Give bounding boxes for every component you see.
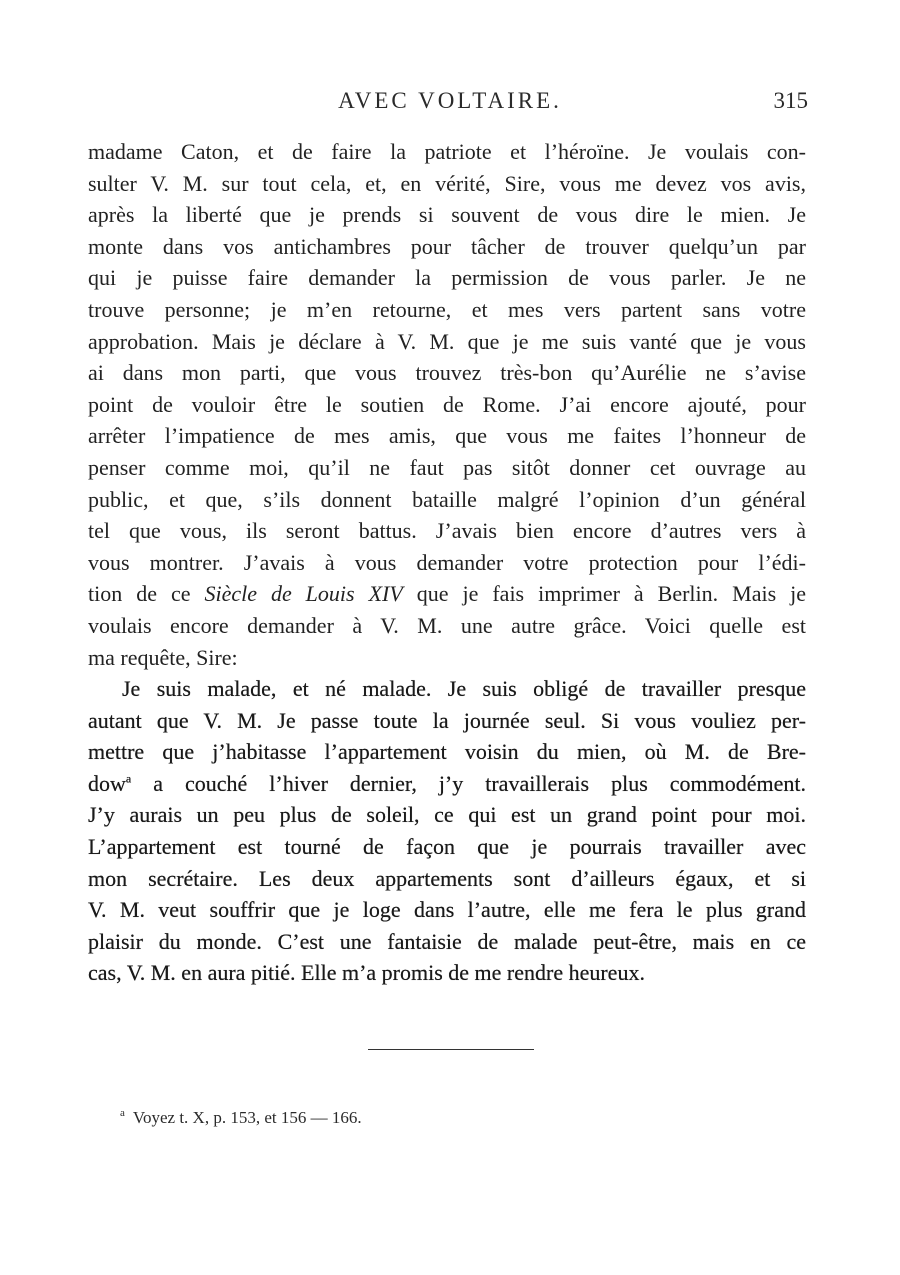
text-segment: a couché l’hiver dernier, j’y travaillerais plus commodément.	[131, 770, 806, 796]
text-line	[88, 578, 806, 610]
text-line: trouve personne; je m’en retourne, et mes vers partent sans votre	[88, 296, 806, 322]
page-number: 315	[773, 88, 808, 113]
text-line: voulais encore demander à V. M. une autre grâce. Voici quelle est	[88, 612, 806, 638]
text-line: sulter V. M. sur tout cela, et, en vérité, Sire, vous me devez vos avis,	[88, 170, 806, 196]
footnote-reference[interactable]: a	[125, 771, 132, 786]
text-line: après la liberté que je prends si souvent de vous dire le mien. Je	[88, 202, 806, 228]
text-line	[88, 768, 806, 800]
text-line: V. M. veut souffrir que je loge dans l’autre, elle me fera le plus grand	[88, 897, 806, 923]
text-line: qui je puisse faire demander la permission de vous parler. Je ne	[88, 265, 806, 291]
text-segment: que je fais imprimer à Berlin. Mais je	[402, 581, 806, 607]
text-line: approbation. Mais je déclare à V. M. que je me suis vanté que je vous	[88, 328, 806, 354]
text-line: arrêter l’impatience de mes amis, que vous me faites l’honneur de	[88, 423, 806, 449]
text-line: Je suis malade, et né malade. Je suis obligé de travailler presque	[122, 676, 806, 702]
running-title: AVEC VOLTAIRE.	[338, 88, 562, 113]
book-title: Siècle de Louis XIV	[204, 581, 403, 607]
text-line: monte dans vos antichambres pour tâcher de trouver quelqu’un par	[88, 233, 806, 259]
text-line: public, et que, s’ils donnent bataille malgré l’opinion d’un général	[88, 486, 806, 512]
text-line: point de vouloir être le soutien de Rome. J’ai encore ajouté, pour	[88, 391, 806, 417]
paragraph-1	[88, 136, 806, 673]
footnote-mark: a	[120, 1107, 125, 1120]
text-line: L’appartement est tourné de façon que je pourrais travailler avec	[88, 834, 806, 860]
text-line: vous montrer. J’avais à vous demander votre protection pour l’édi-	[88, 549, 806, 575]
text-line: plaisir du monde. C’est une fantaisie de malade peut-être, mais en ce	[88, 928, 806, 954]
text-line: madame Caton, et de faire la patriote et l’héroïne. Je voulais con-	[88, 139, 806, 164]
text-segment: tion de ce	[88, 581, 205, 607]
text-line: penser comme moi, qu’il ne faut pas sitôt donner cet ouvrage au	[88, 454, 806, 480]
footnote	[120, 1108, 362, 1128]
text-line: ma requête, Sire:	[88, 644, 238, 670]
text-line: ai dans mon parti, que vous trouvez très-bon qu’Aurélie ne s’avise	[88, 360, 806, 386]
paragraph-2	[88, 673, 806, 989]
footnote-separator	[368, 1049, 534, 1050]
text-segment: dow	[88, 770, 126, 796]
text-line: autant que V. M. Je passe toute la journée seul. Si vous vouliez per-	[88, 707, 806, 733]
text-line: mettre que j’habitasse l’appartement voisin du mien, où M. de Bre-	[88, 739, 806, 765]
text-line: mon secrétaire. Les deux appartements sont d’ailleurs égaux, et si	[88, 865, 806, 891]
body-text	[88, 136, 806, 989]
text-line: tel que vous, ils seront battus. J’avais bien encore d’autres vers à	[88, 518, 806, 544]
text-line: cas, V. M. en aura pitié. Elle m’a promis de me rendre heureux.	[88, 960, 645, 986]
text-line: J’y aurais un peu plus de soleil, ce qui est un grand point pour moi.	[88, 802, 806, 828]
footnote-text: Voyez t. X, p. 153, et 156 — 166.	[132, 1108, 362, 1127]
